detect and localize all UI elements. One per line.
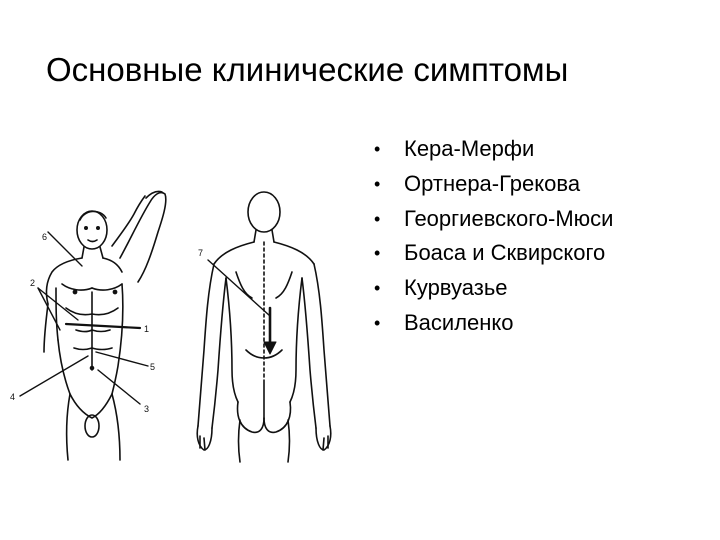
list-item <box>372 271 613 306</box>
bullet-icon: • <box>374 173 381 194</box>
bullet-icon: • <box>374 278 381 299</box>
bullet-icon: • <box>374 243 381 264</box>
bullet-icon: • <box>374 208 381 229</box>
label-6: 6 <box>42 232 48 242</box>
label-3: 3 <box>144 404 150 414</box>
list-item <box>372 236 613 271</box>
list-item <box>372 167 613 202</box>
list-item-label: Курвуазье <box>404 275 508 301</box>
slide-title: Основные клинические симптомы <box>46 51 569 88</box>
list-item <box>372 202 613 237</box>
label-5: 5 <box>150 362 156 372</box>
symptom-list <box>372 132 613 341</box>
label-4: 4 <box>10 392 16 402</box>
list-item-label: Кера-Мерфи <box>404 136 535 161</box>
list-item <box>372 132 613 167</box>
label-1: 1 <box>144 324 150 334</box>
list-item-label: Георгиевского-Мюси <box>404 205 614 231</box>
list-item-label: Василенко <box>404 309 514 335</box>
front-body-figure <box>10 191 166 460</box>
label-2: 2 <box>30 278 36 288</box>
bullet-icon: • <box>374 312 381 333</box>
anatomy-illustration <box>0 180 345 465</box>
list-item-label: Ортнера-Грекова <box>404 170 581 196</box>
list-item <box>372 306 613 341</box>
bullet-icon: • <box>374 139 381 159</box>
list-item-label: Боаса и Сквирского <box>404 240 606 266</box>
label-7: 7 <box>198 248 204 258</box>
back-body-figure <box>197 192 331 462</box>
